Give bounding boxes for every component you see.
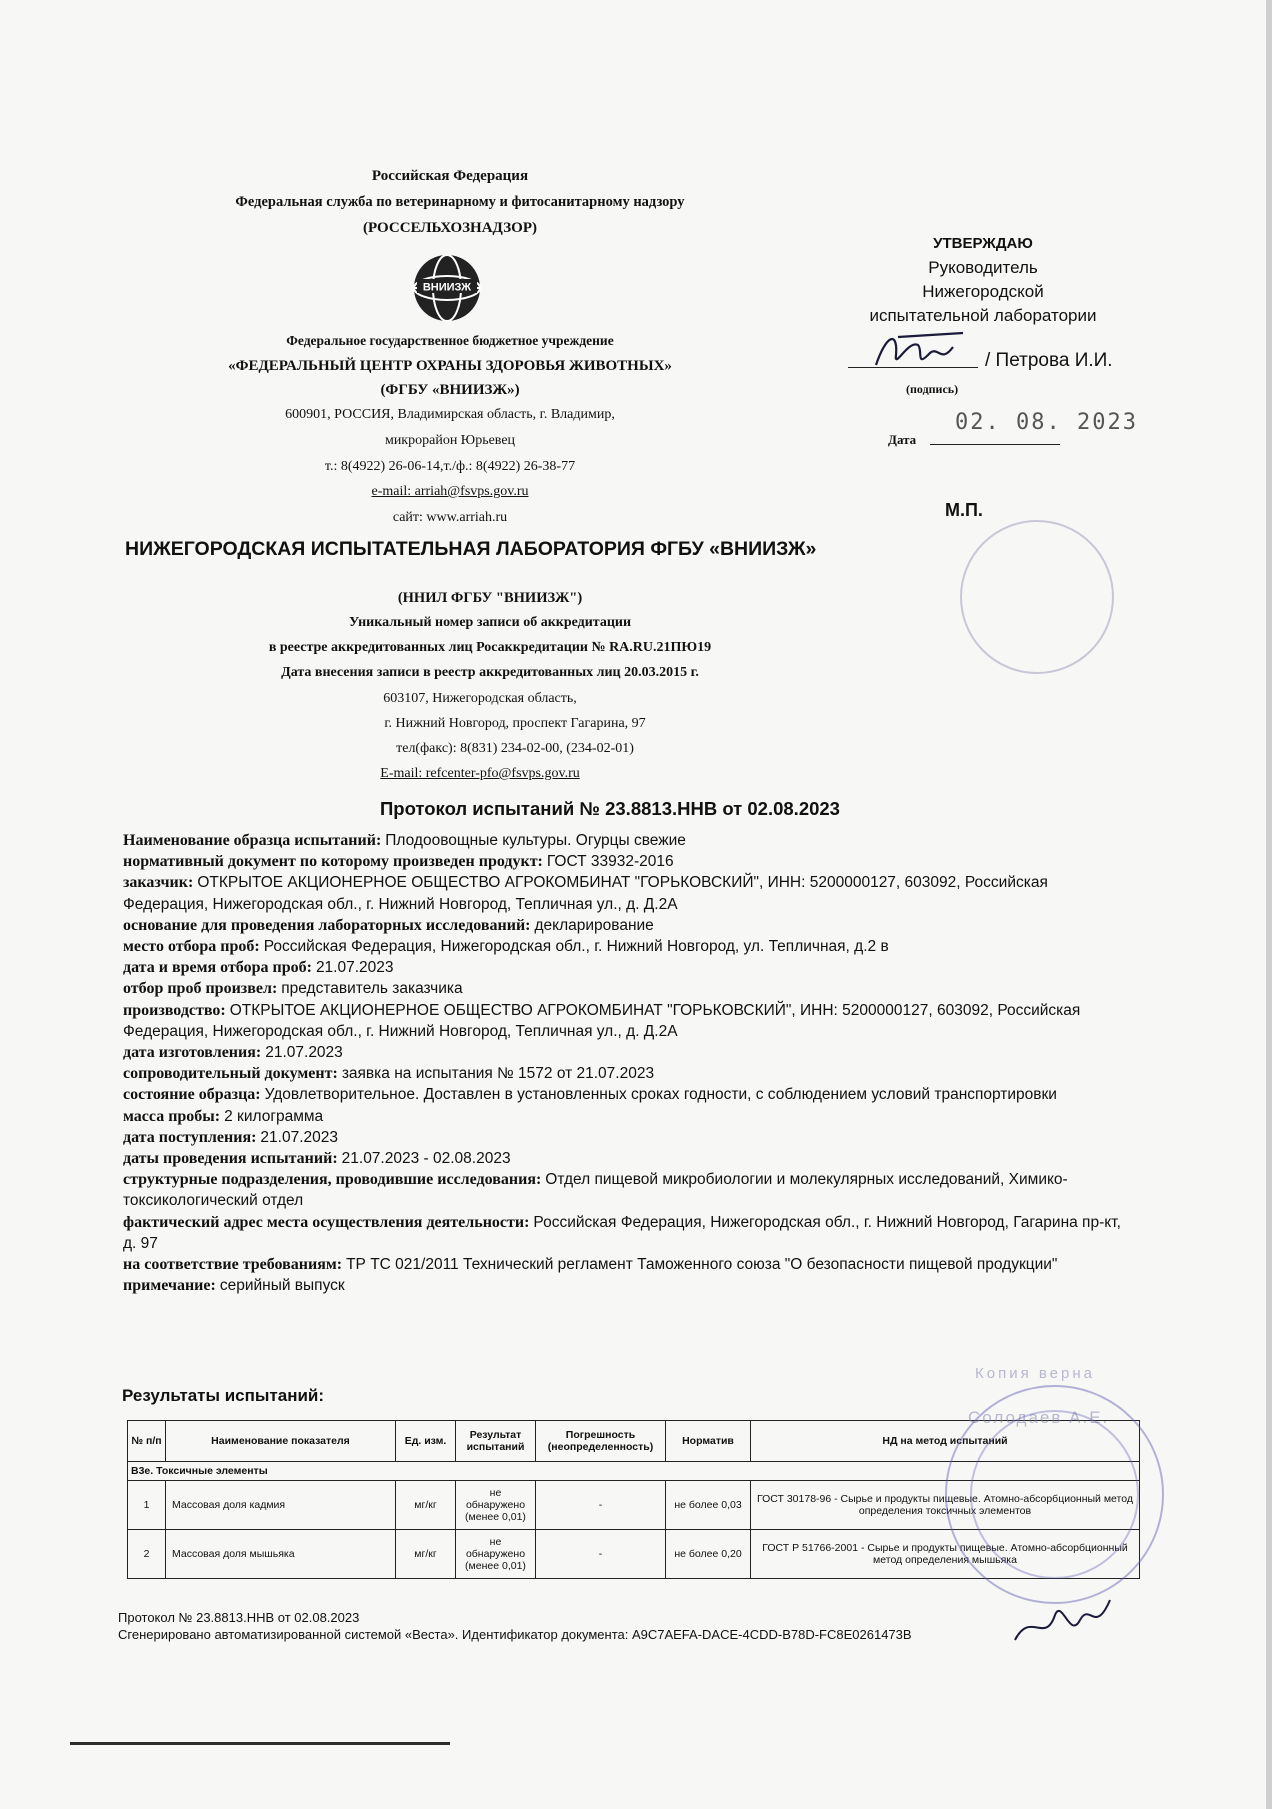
cell-method: ГОСТ 30178-96 - Сырье и продукты пищевые. Атомно-абсорбционный метод определения токсичных элементов bbox=[751, 1481, 1140, 1530]
cell-unit: мг/кг bbox=[396, 1530, 456, 1579]
cell-indicator: Массовая доля кадмия bbox=[166, 1481, 396, 1530]
results-label: Результаты испытаний: bbox=[122, 1386, 325, 1405]
seal-place-label: М.П. bbox=[945, 500, 983, 520]
cell-norm: не более 0,03 bbox=[666, 1481, 751, 1530]
field-value: 21.07.2023 - 02.08.2023 bbox=[341, 1150, 511, 1168]
approval-date-value: 02. 08. 2023 bbox=[955, 410, 1138, 435]
field-line bbox=[123, 872, 1133, 914]
field-value: представитель заказчика bbox=[281, 980, 463, 998]
approval-line-1: Руководитель bbox=[928, 258, 1038, 277]
lab-address-1: 603107, Нижегородская область, bbox=[383, 691, 577, 706]
field-key: дата поступления: bbox=[123, 1128, 257, 1146]
field-value: Российская Федерация, Нижегородская обл., г. Нижний Новгород, Гагарина пр-кт, д. 97 bbox=[123, 1213, 1121, 1252]
field-line bbox=[123, 1212, 1133, 1254]
header-address-2: микрорайон Юрьевец bbox=[384, 433, 516, 448]
field-key: структурные подразделения, проводившие исследования: bbox=[123, 1171, 542, 1189]
field-key: основание для проведения лабораторных исследований: bbox=[123, 916, 531, 934]
field-key: фактический адрес места осуществления деятельности: bbox=[123, 1213, 530, 1231]
lab-address-2: г. Нижний Новгород, проспект Гагарина, 97 bbox=[384, 716, 646, 731]
header-address-1: 600901, РОССИЯ, Владимирская область, г. Владимир, bbox=[285, 407, 615, 422]
signer-name: / Петрова И.И. bbox=[985, 350, 1113, 371]
round-stamp-blue-inner bbox=[970, 1410, 1139, 1579]
signature-footer-image bbox=[1010, 1590, 1120, 1650]
field-line bbox=[123, 936, 1133, 957]
field-value: серийный выпуск bbox=[219, 1277, 345, 1295]
cell-norm: не более 0,20 bbox=[666, 1530, 751, 1579]
field-value: 2 килограмма bbox=[224, 1107, 324, 1125]
lab-short-name: (ННИЛ ФГБУ "ВНИИЗЖ") bbox=[397, 590, 583, 606]
lab-email bbox=[330, 766, 630, 782]
field-value: Удовлетворительное. Доставлен в установленных сроках годности, с соблюдением условий транспортировки bbox=[264, 1086, 1057, 1104]
field-line bbox=[123, 957, 1133, 978]
signature-image bbox=[868, 325, 978, 380]
group-label: В3е. Токсичные элементы bbox=[128, 1462, 1140, 1481]
field-key: заказчик: bbox=[123, 874, 194, 892]
signature-caption: (подпись) bbox=[906, 382, 959, 396]
vniizzh-logo bbox=[411, 252, 483, 324]
field-value: декларирование bbox=[534, 916, 654, 934]
copy-certified-name: Солодаев А.Е. bbox=[968, 1408, 1110, 1427]
field-value: 21.07.2023 bbox=[315, 959, 394, 977]
field-line bbox=[123, 978, 1133, 999]
signature-line bbox=[848, 357, 978, 368]
approval-date-label: Дата bbox=[888, 432, 917, 447]
field-key: дата и время отбора проб: bbox=[123, 959, 312, 977]
cell-number: 2 bbox=[128, 1530, 166, 1579]
field-key: состояние образца: bbox=[123, 1086, 261, 1104]
cell-method: ГОСТ Р 51766-2001 - Сырье и продукты пищевые. Атомно-абсорбционный метод определения мышьяка bbox=[751, 1530, 1140, 1579]
field-line bbox=[123, 1063, 1133, 1084]
field-key: отбор проб произвел: bbox=[123, 980, 278, 998]
copy-certified-stamp: Копия верна bbox=[975, 1365, 1095, 1382]
field-key: Наименование образца испытаний: bbox=[123, 832, 382, 849]
cell-unit: мг/кг bbox=[396, 1481, 456, 1530]
field-line bbox=[123, 1042, 1133, 1063]
header-institution-type: Федеральное государственное бюджетное учреждение bbox=[286, 333, 614, 348]
footer-generated: Сгенерировано автоматизированной системой «Веста». Идентификатор документа: A9C7AEFA-DACE-4CDD-B78D-FC8E0261473B bbox=[118, 1627, 912, 1642]
field-key: масса пробы: bbox=[123, 1107, 221, 1125]
field-line bbox=[123, 1169, 1133, 1211]
header-abbr: (РОССЕЛЬХОЗНАДЗОР) bbox=[362, 220, 537, 236]
col-header-result: Результат испытаний bbox=[456, 1421, 536, 1462]
field-line bbox=[123, 851, 1133, 872]
field-line bbox=[123, 1106, 1133, 1127]
approval-line-2: Нижегородской bbox=[922, 282, 1044, 301]
field-value: Российская Федерация, Нижегородская обл., г. Нижний Новгород, ул. Тепличная, д.2 в bbox=[263, 938, 889, 956]
field-value: Отдел пищевой микробиологии и молекулярных исследований, Химико-токсикологический отдел bbox=[123, 1171, 1068, 1210]
field-line bbox=[123, 1254, 1133, 1275]
header-website: сайт: www.arriah.ru bbox=[392, 510, 508, 525]
date-line bbox=[930, 444, 1060, 445]
cell-indicator: Массовая доля мышьяка bbox=[166, 1530, 396, 1579]
field-key: на соответствие требованиям: bbox=[123, 1256, 343, 1274]
lab-accreditation-date: Дата внесения записи в реестр аккредитованных лиц 20.03.2015 г. bbox=[281, 665, 699, 680]
field-key: нормативный документ по которому произведен продукт: bbox=[123, 853, 543, 871]
field-value: ОТКРЫТОЕ АКЦИОНЕРНОЕ ОБЩЕСТВО АГРОКОМБИНАТ "ГОРЬКОВСКИЙ", ИНН: 5200000127, 603092, Российская Федерация, Нижегородская обл., г. Нижний Новгород, Тепличная ул., д. Д.2А bbox=[123, 1001, 1081, 1040]
footer-protocol: Протокол № 23.8813.ННВ от 02.08.2023 bbox=[118, 1610, 360, 1625]
field-value: ОТКРЫТОЕ АКЦИОНЕРНОЕ ОБЩЕСТВО АГРОКОМБИНАТ "ГОРЬКОВСКИЙ", ИНН: 5200000127, 603092, Российская Федерация, Нижегородская обл., г. Нижний Новгород, Тепличная ул., д. Д.2А bbox=[123, 874, 1048, 913]
header-institution-abbr: (ФГБУ «ВНИИЗЖ») bbox=[380, 382, 520, 398]
scan-bottom-line bbox=[70, 1742, 450, 1745]
field-line bbox=[123, 1148, 1133, 1169]
approval-block bbox=[848, 232, 1118, 328]
header-service: Федеральная служба по ветеринарному и фитосанитарному надзору bbox=[235, 194, 685, 210]
field-value: заявка на испытания № 1572 от 21.07.2023 bbox=[341, 1065, 655, 1083]
field-key: производство: bbox=[123, 1001, 226, 1019]
col-header-number: № п/п bbox=[128, 1421, 166, 1462]
header-email: e-mail: arriah@fsvps.gov.ru bbox=[371, 484, 529, 499]
field-line bbox=[123, 1084, 1133, 1105]
field-line bbox=[123, 830, 1133, 851]
sample-fields bbox=[123, 830, 1133, 1296]
approval-title: УТВЕРЖДАЮ bbox=[933, 235, 1033, 252]
field-line bbox=[123, 915, 1133, 936]
protocol-title: Протокол испытаний № 23.8813.ННВ от 02.08.2023 bbox=[380, 798, 840, 819]
field-value: ТР ТС 021/2011 Технический регламент Таможенного союза "О безопасности пищевой продукции" bbox=[346, 1256, 1058, 1274]
field-line bbox=[123, 1000, 1133, 1042]
field-value: 21.07.2023 bbox=[260, 1128, 338, 1146]
field-key: даты проведения испытаний: bbox=[123, 1150, 338, 1168]
field-key: сопроводительный документ: bbox=[123, 1065, 338, 1083]
lab-email-text: E-mail: refcenter-pfo@fsvps.gov.ru bbox=[380, 766, 580, 781]
cell-result: не обнаружено (менее 0,01) bbox=[456, 1530, 536, 1579]
col-header-indicator: Наименование показателя bbox=[166, 1421, 396, 1462]
lab-title: НИЖЕГОРОДСКАЯ ИСПЫТАТЕЛЬНАЯ ЛАБОРАТОРИЯ ФГБУ «ВНИИЗЖ» bbox=[125, 538, 817, 560]
col-header-error: Погрешность (неопределенность) bbox=[536, 1421, 666, 1462]
col-header-unit: Ед. изм. bbox=[396, 1421, 456, 1462]
field-value: ГОСТ 33932-2016 bbox=[546, 853, 674, 871]
field-line bbox=[123, 1275, 1133, 1296]
field-key: примечание: bbox=[123, 1277, 216, 1295]
header-phones: т.: 8(4922) 26-06-14,т./ф.: 8(4922) 26-38-77 bbox=[324, 459, 576, 474]
field-key: место отбора проб: bbox=[123, 938, 260, 956]
scan-edge bbox=[1266, 0, 1272, 1809]
lab-accreditation-1: Уникальный номер записи об аккредитации bbox=[348, 615, 632, 630]
field-value: 21.07.2023 bbox=[265, 1044, 343, 1062]
cell-error: - bbox=[536, 1530, 666, 1579]
lab-accreditation-2: в реестре аккредитованных лиц Росаккредитации № RA.RU.21ПЮ19 bbox=[268, 640, 712, 655]
cell-error: - bbox=[536, 1481, 666, 1530]
field-key: дата изготовления: bbox=[123, 1044, 262, 1062]
footer bbox=[118, 1609, 912, 1643]
round-stamp-faded bbox=[960, 520, 1114, 674]
field-line bbox=[123, 1127, 1133, 1148]
header-institution-name: «ФЕДЕРАЛЬНЫЙ ЦЕНТР ОХРАНЫ ЗДОРОВЬЯ ЖИВОТНЫХ» bbox=[228, 358, 672, 374]
col-header-method: НД на метод испытаний bbox=[751, 1421, 1140, 1462]
cell-result: не обнаружено (менее 0,01) bbox=[456, 1481, 536, 1530]
field-value: Плодоовощные культуры. Огурцы свежие bbox=[385, 832, 686, 849]
cell-number: 1 bbox=[128, 1481, 166, 1530]
header-country: Российская Федерация bbox=[371, 168, 529, 184]
logo-text: ВНИИЗЖ bbox=[422, 281, 472, 294]
lab-phone: тел(факс): 8(831) 234-02-00, (234-02-01) bbox=[396, 741, 634, 756]
approval-line-3: испытательной лаборатории bbox=[869, 306, 1097, 325]
col-header-norm: Норматив bbox=[666, 1421, 751, 1462]
